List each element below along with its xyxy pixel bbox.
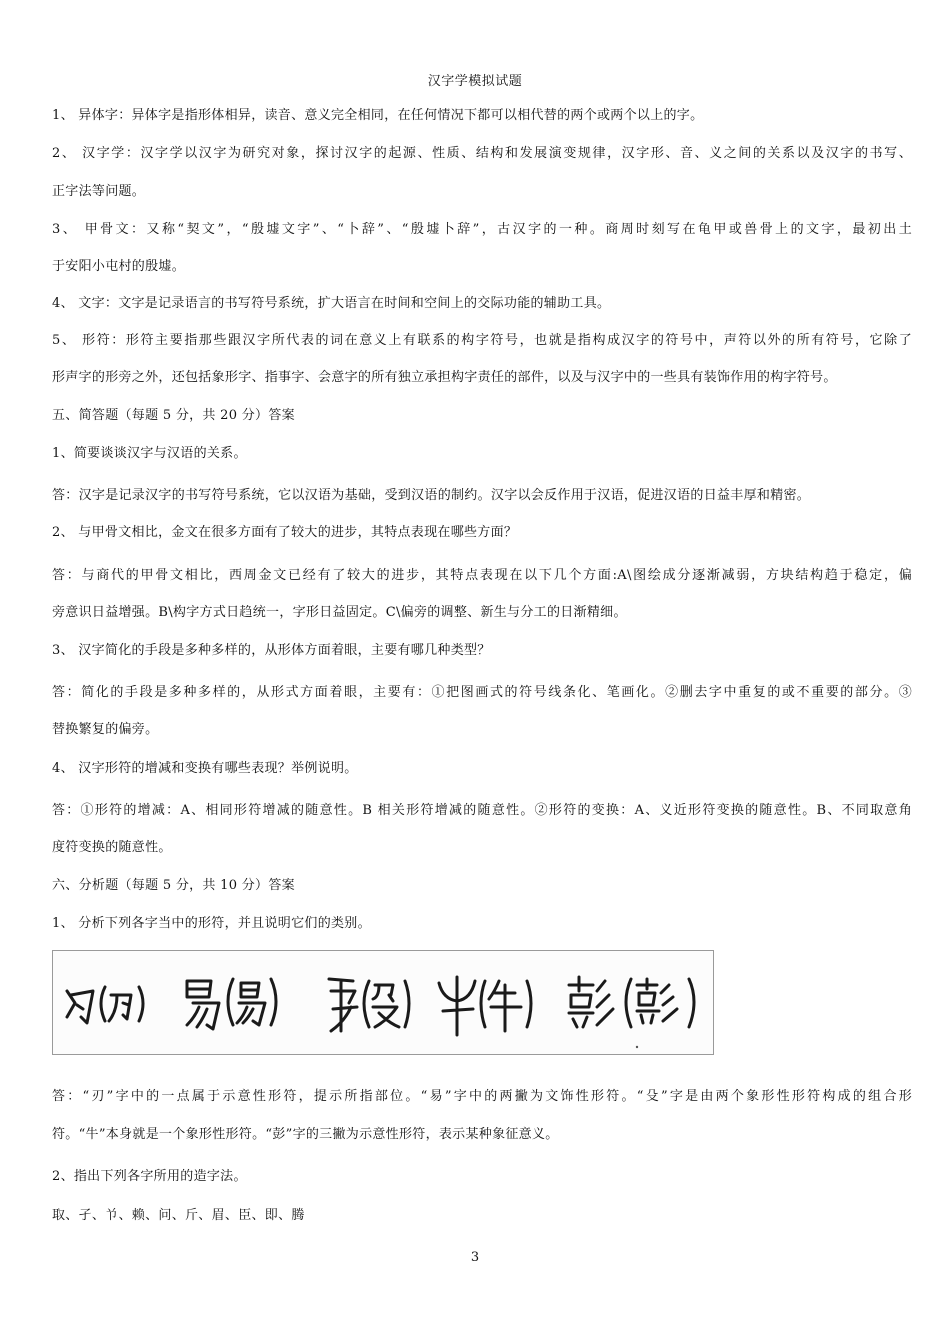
page-number: 3: [470, 1250, 480, 1265]
section-5-answer-3-line-2: 替换繁复的偏旁。: [52, 722, 159, 737]
section-6-question-1: 1、 分析下列各字当中的形符，并且说明它们的类别。: [52, 916, 371, 931]
section-6-answer-1-line-2: 符。“牛”本身就是一个象形性形符。“彭”字的三撇为示意性形符，表示某种象征意义。: [52, 1127, 559, 1142]
section-6-answer-1-line-1: 答：“刃”字中的一点属于示意性形符，提示所指部位。“易”字中的两撇为文饰性形符。“殳”字是由两个象形性形符构成的组合形: [52, 1089, 912, 1104]
paren-open-3: [364, 981, 369, 1027]
section-5-question-2: 2、 与甲骨文相比，金文在很多方面有了较大的进步，其特点表现在哪些方面？: [52, 525, 518, 540]
definition-2-line-1: 2、 汉字学：汉字学以汉字为研究对象，探讨汉字的起源、性质、结构和发展演变规律，汉字形、音、义之间的关系以及汉字的书写、: [52, 146, 912, 161]
ancient-glyph-niu: [439, 977, 475, 1035]
handwritten-characters-figure: [52, 950, 714, 1055]
modern-glyph-peng: [637, 979, 677, 1023]
section-6-question-2-characters: 取、孑、兯、赖、问、斤、眉、臣、即、腾: [52, 1208, 305, 1223]
section-5-answer-4-line-2: 度符变换的随意性。: [52, 840, 172, 855]
section-6-heading: 六、分析题（每题 5 分，共 10 分）答案: [52, 878, 295, 893]
ancient-glyph-ren: [67, 991, 93, 1023]
paren-close-3: [405, 981, 409, 1027]
paren-open-2: [228, 979, 233, 1025]
definition-1-line-1: 1、 异体字：异体字是指形体相异，读音、意义完全相同，在任何情况下都可以相代替的两个或两个以上的字。: [52, 108, 704, 123]
section-5-answer-4-line-1: 答：①形符的增减：A、相同形符增减的随意性。B 相关形符增减的随意性。②形符的变换：A、义近形符变换的随意性。B、不同取意角: [52, 803, 912, 818]
paren-open-4: [481, 981, 485, 1027]
ancient-glyph-peng: [569, 977, 613, 1027]
paren-close-2: [271, 979, 276, 1025]
document-title: 汉字学模拟试题: [427, 74, 523, 89]
ancient-glyph-shu: [329, 979, 357, 1031]
paren-close-4: [527, 981, 531, 1027]
definition-2-line-2: 正字法等问题。: [52, 184, 146, 199]
section-5-question-4: 4、 汉字形符的增减和变换有哪些表现？举例说明。: [52, 761, 358, 776]
paren-open-1: [101, 987, 105, 1021]
ancient-glyph-yi: [187, 981, 219, 1029]
section-5-answer-3-line-1: 答：简化的手段是多种多样的，从形式方面着眼，主要有：①把图画式的符号线条化、笔画化。②删去字中重复的或不重要的部分。③: [52, 685, 912, 700]
modern-glyph-ren: [109, 995, 131, 1021]
section-5-heading: 五、简答题（每题 5 分，共 20 分）答案: [52, 408, 295, 423]
paren-open-5: [626, 979, 631, 1027]
section-5-question-3: 3、 汉字简化的手段是多种多样的，从形体方面着眼，主要有哪几种类型？: [52, 643, 491, 658]
paren-close-1: [139, 987, 143, 1021]
definition-3-line-1: 3、 甲骨文：又称“契文”，“殷墟文字”、“卜辞”、“殷墟卜辞”，古汉字的一种。商周时刻写在龟甲或兽骨上的文字，最初出土: [52, 222, 912, 237]
modern-glyph-shu: [373, 985, 399, 1027]
handwritten-characters-drawing: [53, 951, 713, 1054]
section-5-answer-1: 答：汉字是记录汉字的书写符号系统，它以汉语为基础，受到汉语的制约。汉字以会反作用于汉语，促进汉语的日益丰厚和精密。: [52, 488, 811, 503]
definition-4-line-1: 4、 文字：文字是记录语言的书写符号系统，扩大语言在时间和空间上的交际功能的辅助工具。: [52, 296, 611, 311]
modern-glyph-niu: [489, 981, 521, 1031]
definition-3-line-2: 于安阳小屯村的殷墟。: [52, 259, 186, 274]
section-5-question-1: 1、简要谈谈汉字与汉语的关系。: [52, 446, 247, 461]
paren-close-5: [689, 979, 694, 1027]
section-5-answer-2-line-2: 旁意识日益增强。B\构字方式日趋统一，字形日益固定。C\偏旁的调整、新生与分工的日渐精细。: [52, 605, 627, 620]
section-5-answer-2-line-1: 答：与商代的甲骨文相比，西周金文已经有了较大的进步，其特点表现在以下几个方面:A\图绘成分逐渐减弱，方块结构趋于稳定，偏: [52, 568, 912, 583]
definition-5-line-2: 形声字的形旁之外，还包括象形字、指事字、会意字的所有独立承担构字责任的部件，以及与汉字中的一些具有装饰作用的构字符号。: [52, 370, 837, 385]
definition-5-line-1: 5、 形符：形符主要指那些跟汉字所代表的词在意义上有联系的构字符号，也就是指构成汉字的符号中，声符以外的所有符号，它除了: [52, 333, 912, 348]
modern-glyph-yi: [237, 983, 265, 1025]
section-6-question-2: 2、指出下列各字所用的造字法。: [52, 1169, 247, 1184]
